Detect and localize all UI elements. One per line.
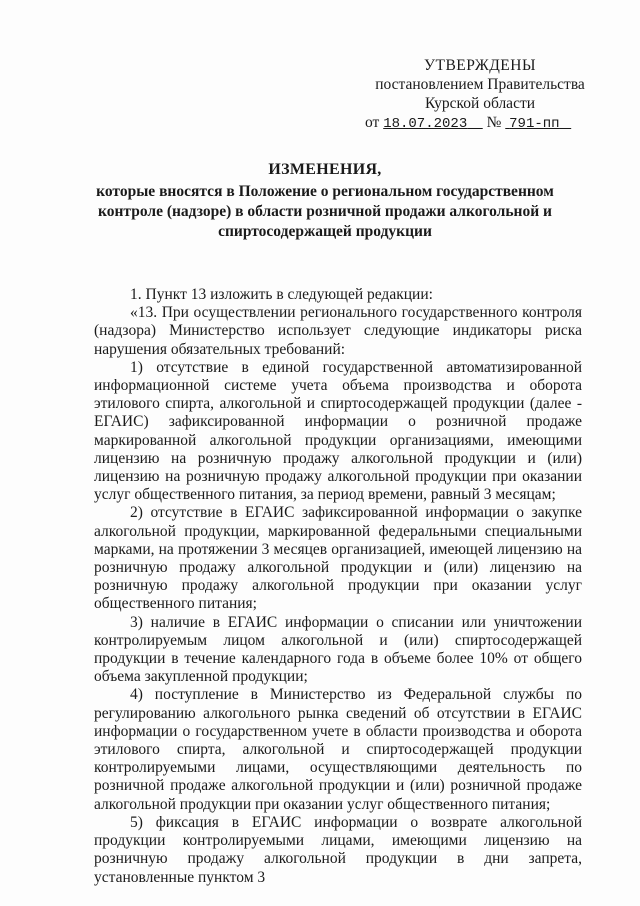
approval-line-2: Курской области bbox=[424, 95, 536, 112]
approval-title: УТВЕРЖДЕНЫ bbox=[424, 57, 536, 74]
date-underline-gap bbox=[467, 114, 483, 131]
approval-number-wrap bbox=[505, 114, 571, 131]
document-heading bbox=[90, 160, 560, 242]
approval-line-1: постановлением Правительства bbox=[375, 76, 585, 93]
paragraph: 4) поступление в Министерство из Федеральной службы по регулированию алкогольного рынка сведений об отсутствии в ЕГАИС информации о государственном учете в области производства и оборота этилового спирта, алкогольной и спиртосодержащей продукции контролируемыми лицами, осуществляющими деятельность по розничной продаже алкогольной продукции и (или) розничной продаже алкогольной продукции при оказании услуг общественного питания; bbox=[94, 686, 582, 813]
approval-date: 18.07.2023 bbox=[383, 116, 468, 132]
approval-stamp bbox=[365, 56, 595, 134]
date-prefix: от bbox=[365, 114, 380, 131]
approval-number: 791-пп bbox=[509, 116, 560, 132]
paragraph: 1) отсутствие в единой государственной автоматизированной информационной системе учета объема производства и оборота этилового спирта, алкогольной и спиртосодержащей продукции (далее - ЕГАИС) зафиксированной информации о розничной продаже маркированной алкогольной продукции организациями, имеющими лицензию на розничную продажу алкогольной продукции и (или) лицензию на розничную продажу алкогольной продукции при оказании услуг общественного питания, за период времени, равный 3 месяцам; bbox=[94, 358, 582, 504]
number-prefix: № bbox=[486, 114, 502, 131]
paragraph: 2) отсутствие в ЕГАИС зафиксированной информации о закупке алкогольной продукции, маркированной федеральными специальными марками, на протяжении 3 месяцев организацией, имеющей лицензию на розничную продажу алкогольной продукции и (или) лицензию на розничную продажу алкогольной продукции при оказании услуг общественного питания; bbox=[94, 504, 582, 613]
paragraph: 1. Пункт 13 изложить в следующей редакции: bbox=[130, 286, 433, 303]
heading-subtitle: которые вносятся в Положение о региональном государственном контроле (надзоре) в области розничной продажи алкогольной и спиртосодержащей продукции bbox=[96, 183, 554, 240]
approval-date-line bbox=[365, 113, 595, 134]
paragraph: 3) наличие в ЕГАИС информации о списании или уничтожении контролируемым лицом алкогольной и (или) спиртосодержащей продукции в течение календарного года в объеме более 10% от общего объема закупленной продукции; bbox=[94, 613, 582, 686]
document-body bbox=[94, 286, 582, 887]
heading-title: ИЗМЕНЕНИЯ, bbox=[268, 161, 382, 178]
paragraph: «13. При осуществлении регионального государственного контроля (надзора) Министерство использует следующие индикаторы риска нарушения обязательных требований: bbox=[94, 304, 582, 358]
paragraph: 5) фиксация в ЕГАИС информации о возврате алкогольной продукции контролируемыми лицами, имеющими лицензию на розничную продажу алкогольной продукции в дни запрета, установленные пунктом 3 bbox=[94, 813, 582, 886]
